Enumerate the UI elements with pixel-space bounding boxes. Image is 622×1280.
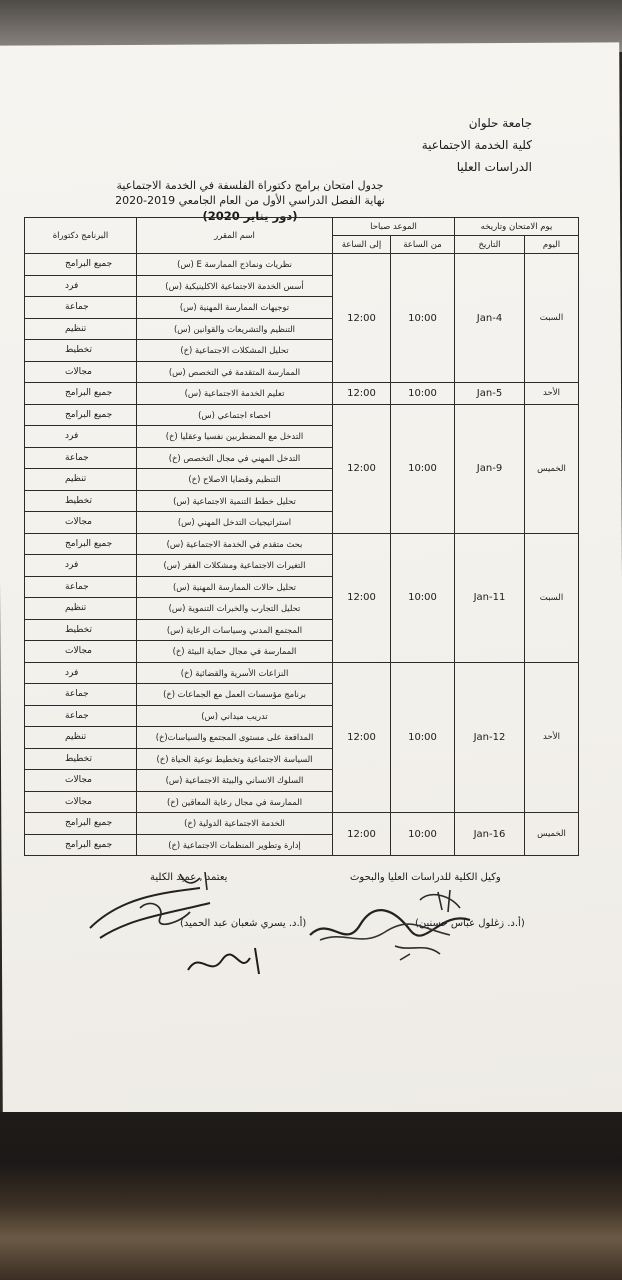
to-cell: 12:00 <box>333 404 391 533</box>
course-cell: المجتمع المدني وسياسات الرعاية (س) <box>137 619 333 641</box>
course-cell: التنظيم والتشريعات والقوانين (س) <box>137 318 333 340</box>
course-cell: توجيهات الممارسة المهنية (س) <box>137 297 333 319</box>
day-cell: السبت <box>525 533 579 662</box>
faculty-name: كلية الخدمة الاجتماعية <box>421 138 532 152</box>
university-name: جامعة حلوان <box>468 116 532 130</box>
dean-title: يعتمد , عميد الكلية <box>150 872 228 883</box>
course-cell: التدخل المهني في مجال التخصص (خ) <box>137 447 333 469</box>
program-cell: تخطيط <box>25 340 137 362</box>
background-desk <box>0 1112 622 1280</box>
course-cell: استراتيجيات التدخل المهني (س) <box>137 512 333 534</box>
program-cell: تخطيط <box>25 619 137 641</box>
program-cell: فرد <box>25 662 137 684</box>
header-morning-time: الموعد صباحا <box>333 218 455 236</box>
header-date: التاريخ <box>455 236 525 254</box>
to-cell: 12:00 <box>333 533 391 662</box>
program-cell: مجالات <box>25 512 137 534</box>
course-cell: أسس الخدمة الاجتماعية الاكلينيكية (س) <box>137 275 333 297</box>
course-cell: التنظيم وقضايا الاصلاح (خ) <box>137 469 333 491</box>
course-cell: تعليم الخدمة الاجتماعية (س) <box>137 383 333 405</box>
table-row <box>25 662 579 684</box>
from-cell: 10:00 <box>391 254 455 383</box>
course-cell: السياسة الاجتماعية وتخطيط نوعية الحياة (خ) <box>137 748 333 770</box>
course-cell: السلوك الانساني والبيئة الاجتماعية (س) <box>137 770 333 792</box>
course-cell: النزاعات الأسرية والقضائية (خ) <box>137 662 333 684</box>
program-cell: جميع البرامج <box>25 254 137 276</box>
to-cell: 12:00 <box>333 254 391 383</box>
vice-dean-name: (أ.د. زغلول عباس حسنين) <box>415 918 525 929</box>
course-cell: تحليل المشكلات الاجتماعية (خ) <box>137 340 333 362</box>
course-cell: تدريب ميداني (س) <box>137 705 333 727</box>
course-cell: التغيرات الاجتماعية ومشكلات الفقر (س) <box>137 555 333 577</box>
program-cell: جماعة <box>25 705 137 727</box>
header-to: إلى الساعة <box>333 236 391 254</box>
document-header <box>422 112 532 178</box>
exam-schedule-table <box>24 217 579 856</box>
course-cell: المدافعة على مستوى المجتمع والسياسات(خ) <box>137 727 333 749</box>
course-cell: احصاء اجتماعي (س) <box>137 404 333 426</box>
from-cell: 10:00 <box>391 662 455 813</box>
table-body <box>25 254 579 856</box>
title-line-2: نهاية الفصل الدراسي الأول من العام الجامعي 2019-2020 <box>115 194 385 207</box>
from-cell: 10:00 <box>391 813 455 856</box>
day-cell: السبت <box>525 254 579 383</box>
program-cell: جماعة <box>25 684 137 706</box>
program-cell: مجالات <box>25 361 137 383</box>
vice-dean-signature <box>300 880 500 965</box>
to-cell: 12:00 <box>333 383 391 405</box>
date-cell: 16-Jan <box>455 813 525 856</box>
department-name: الدراسات العليا <box>456 160 532 174</box>
program-cell: مجالات <box>25 770 137 792</box>
program-cell: تنظيم <box>25 318 137 340</box>
course-cell: الممارسة في مجال رعاية المعاقين (خ) <box>137 791 333 813</box>
course-cell: تحليل حالات الممارسة المهنية (س) <box>137 576 333 598</box>
table-header-row <box>25 218 579 236</box>
program-cell: جماعة <box>25 447 137 469</box>
date-cell: 5-Jan <box>455 383 525 405</box>
program-cell: جميع البرامج <box>25 383 137 405</box>
program-cell: تنظيم <box>25 727 137 749</box>
from-cell: 10:00 <box>391 404 455 533</box>
course-cell: الممارسة المتقدمة في التخصص (س) <box>137 361 333 383</box>
day-cell: الخميس <box>525 813 579 856</box>
handwritten-note <box>180 940 270 985</box>
course-cell: تحليل التجارب والخبرات التنموية (س) <box>137 598 333 620</box>
date-cell: 11-Jan <box>455 533 525 662</box>
table-row <box>25 254 579 276</box>
course-cell: إدارة وتطوير المنظمات الاجتماعية (خ) <box>137 834 333 856</box>
from-cell: 10:00 <box>391 383 455 405</box>
table-row <box>25 813 579 835</box>
date-cell: 9-Jan <box>455 404 525 533</box>
program-cell: تنظيم <box>25 598 137 620</box>
program-cell: جميع البرامج <box>25 404 137 426</box>
to-cell: 12:00 <box>333 813 391 856</box>
header-day: اليوم <box>525 236 579 254</box>
course-cell: بحث متقدم في الخدمة الاجتماعية (س) <box>137 533 333 555</box>
header-from: من الساعة <box>391 236 455 254</box>
program-cell: مجالات <box>25 791 137 813</box>
day-cell: الأحد <box>525 662 579 813</box>
program-cell: فرد <box>25 426 137 448</box>
table-row <box>25 383 579 405</box>
program-cell: جماعة <box>25 576 137 598</box>
date-cell: 4-Jan <box>455 254 525 383</box>
course-cell: الخدمة الاجتماعية الدولية (خ) <box>137 813 333 835</box>
title-line-1: جدول امتحان برامج دكتوراة الفلسفة في الخدمة الاجتماعية <box>116 179 384 192</box>
course-cell: تحليل خطط التنمية الاجتماعية (س) <box>137 490 333 512</box>
program-cell: جميع البرامج <box>25 533 137 555</box>
course-cell: برنامج مؤسسات العمل مع الجماعات (خ) <box>137 684 333 706</box>
program-cell: تنظيم <box>25 469 137 491</box>
program-cell: جماعة <box>25 297 137 319</box>
header-exam-day-date: يوم الامتحان وتاريخه <box>455 218 579 236</box>
program-cell: جميع البرامج <box>25 834 137 856</box>
date-cell: 12-Jan <box>455 662 525 813</box>
dean-name: (أ.د. يسري شعبان عبد الحميد) <box>180 918 307 929</box>
course-cell: الممارسة في مجال حماية البيئة (خ) <box>137 641 333 663</box>
header-program: البرنامج دكتوراة <box>25 218 137 254</box>
course-cell: التدخل مع المضطربين نفسيا وعقليا (خ) <box>137 426 333 448</box>
program-cell: تخطيط <box>25 490 137 512</box>
title-line-3: (دور يناير 2020) <box>202 209 298 223</box>
header-course: اسم المقرر <box>137 218 333 254</box>
day-cell: الخميس <box>525 404 579 533</box>
from-cell: 10:00 <box>391 533 455 662</box>
vice-dean-title: وكيل الكلية للدراسات العليا والبحوث <box>350 872 501 883</box>
program-cell: جميع البرامج <box>25 813 137 835</box>
program-cell: فرد <box>25 275 137 297</box>
program-cell: مجالات <box>25 641 137 663</box>
course-cell: نظريات ونماذج الممارسة E (س) <box>137 254 333 276</box>
program-cell: فرد <box>25 555 137 577</box>
to-cell: 12:00 <box>333 662 391 813</box>
day-cell: الأحد <box>525 383 579 405</box>
program-cell: تخطيط <box>25 748 137 770</box>
table-row <box>25 533 579 555</box>
table-row <box>25 404 579 426</box>
